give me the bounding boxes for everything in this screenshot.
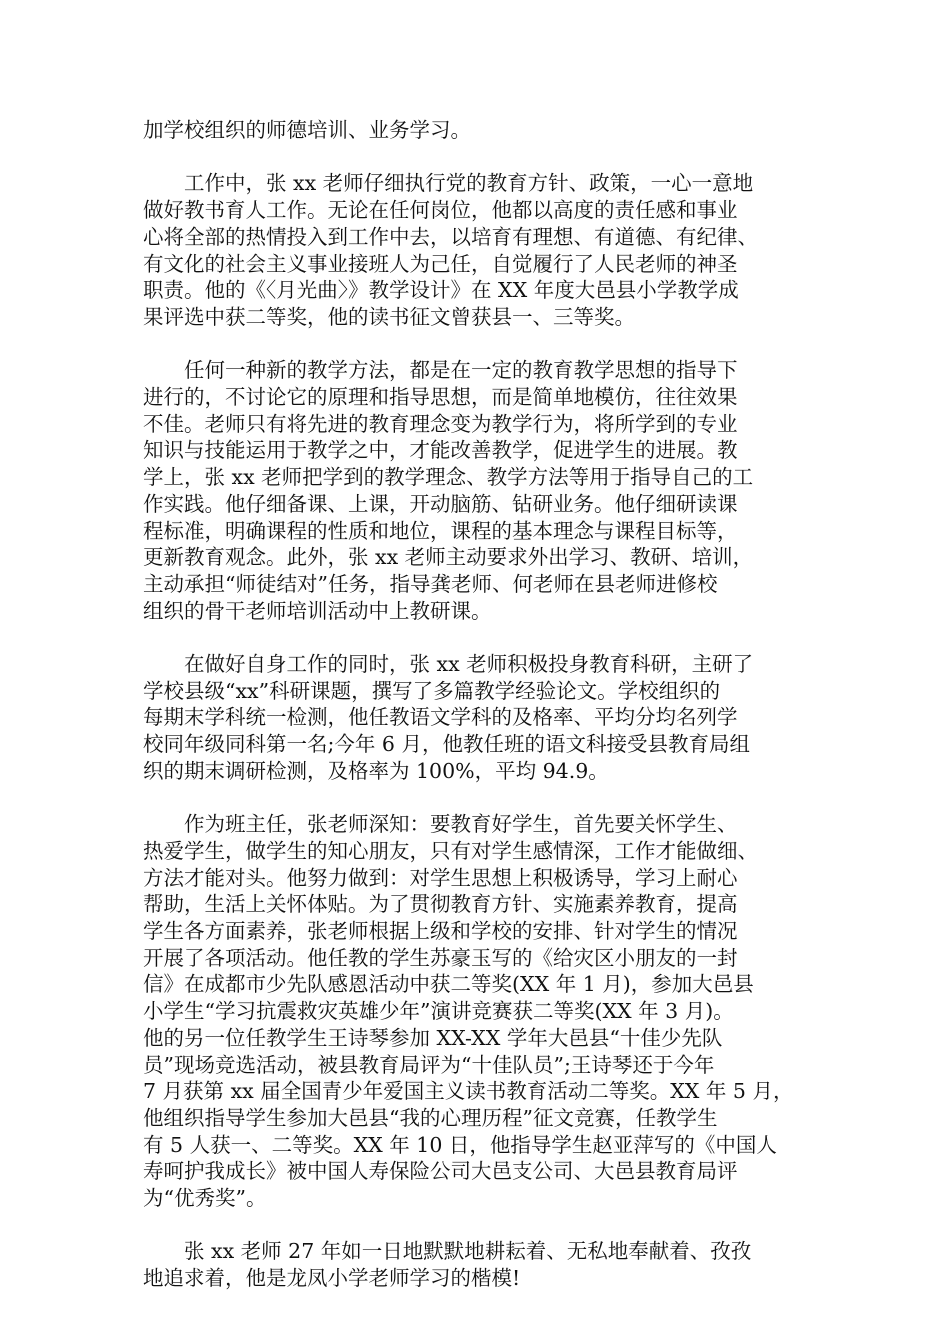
paragraph-continuation: 加学校组织的师德培训、业务学习。: [143, 118, 471, 142]
paragraph-research: 在做好自身工作的同时，张 xx 老师积极投身教育科研，主研了 学校县级“xx”科研课题，撰写了多篇教学经验论文。学校组织的 每期末学科统一检测，他任教语文学科的及格率、平均分均名列学 校同年级同科第一名;今年 6 月，他教任班的语文科接受县教育局组 织的期末调研检测，及格率为 100%，平均 94.9。: [143, 652, 754, 783]
paragraph-teaching-methods: 任何一种新的教学方法，都是在一定的教育教学思想的指导下 进行的，不讨论它的原理和指导思想，而是简单地模仿，往往效果 不佳。老师只有将先进的教育理念变为教学行为，将所学到的专业 知识与技能运用于教学之中，才能改善教学，促进学生的进展。教 学上，张 xx 老师把学到的教学理念、教学方法等用于指导自己的工 作实践。他仔细备课、上课，开动脑筋、钻研业务。他仔细研读课 程标准，明确课程的性质和地位，课程的基本理念与课程目标等， 更新教育观念。此外，张 xx 老师主动要求外出学习、教研、培训， 主动承担“师徒结对”任务，指导龚老师、何老师在县老师进修校 组织的骨干老师培训活动中上教研课。: [143, 358, 754, 623]
paragraph-teaching-work: 工作中，张 xx 老师仔细执行党的教育方针、政策，一心一意地 做好教书育人工作。无论在任何岗位，他都以高度的责任感和事业 心将全部的热情投入到工作中去，以培育有理想、有道德、有纪律、 有文化的社会主义事业接班人为己任，自觉履行了人民老师的神圣 职责。他的《〈月光曲〉》教学设计》在 XX 年度大邑县小学教学成 果评选中获二等奖，他的读书征文曾获县一、三等奖。: [143, 171, 758, 329]
paragraph-class-teacher: 作为班主任，张老师深知：要教育好学生，首先要关怀学生、 热爱学生，做学生的知心朋友，只有对学生感情深，工作才能做细、 方法才能对头。他努力做到：对学生思想上积极诱导，学习上耐心 帮助，生活上关怀体贴。为了贯彻教育方针、实施素养教育，提高 学生各方面素养，张老师根据上级和学校的安排、针对学生的情况 开展了各项活动。他任教的学生苏豪玉写的《给灾区小朋友的一封 信》在成都市少先队感恩活动中获二等奖(XX 年 1 月)，参加大邑县 小学生“学习抗震救灾英雄少年”演讲竞赛获二等奖(XX 年 3 月)。 他的另一位任教学生王诗琴参加 XX-XX 学年大邑县“十佳少先队 员”现场竞选活动，被县教育局评为“十佳队员”;王诗琴还于今年 7 月获第 xx 届全国青少年爱国主义读书教育活动二等奖。XX 年 5 月， 他组织指导学生参加大邑县“我的心理历程”征文竞赛，任教学生 有 5 人获一、二等奖。XX 年 10 日，他指导学生赵亚萍写的《中国人 寿呵护我成长》被中国人寿保险公司大邑支公司、大邑县教育局评 为“优秀奖”。: [143, 812, 794, 1211]
document-body: [143, 117, 809, 1319]
paragraph-conclusion: 张 xx 老师 27 年如一日地默默地耕耘着、无私地奉献着、孜孜 地追求着，他是龙凤小学老师学习的楷模!: [143, 1239, 752, 1291]
